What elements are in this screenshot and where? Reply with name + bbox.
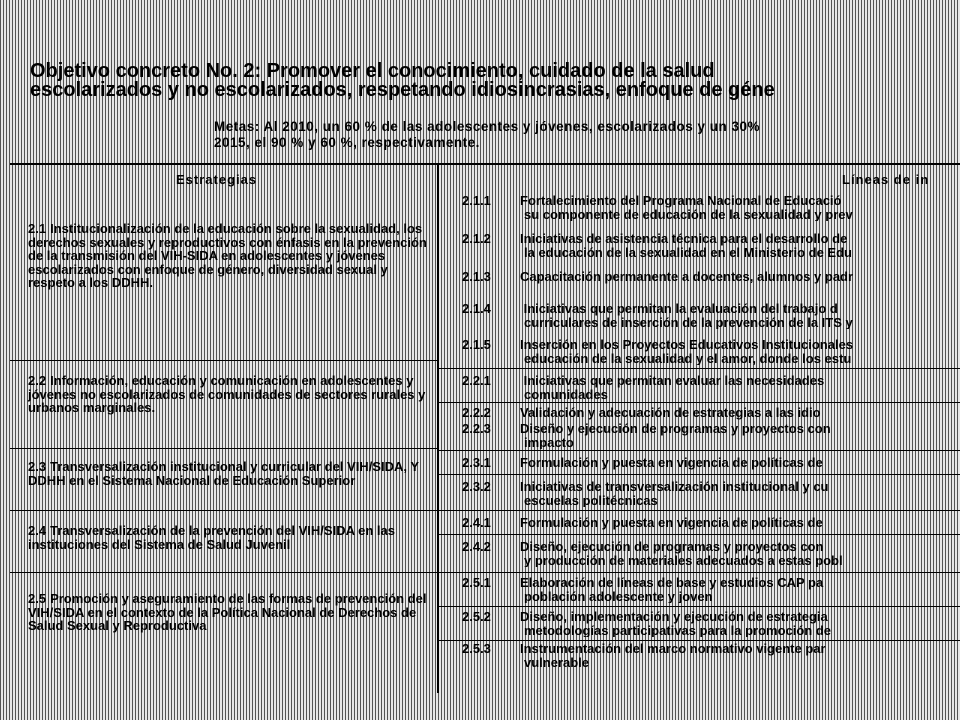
strategy-number: 2.2 xyxy=(28,373,47,388)
action-line-text: Elaboración de líneas de base y estudios CAP pa xyxy=(520,576,824,590)
row-divider xyxy=(10,510,437,511)
action-line-number: 2.3.2 xyxy=(462,480,491,494)
action-line-continuation: la educación de la sexualidad en el Ministerio de Edu xyxy=(524,244,852,259)
action-line xyxy=(462,374,960,401)
action-line xyxy=(462,610,960,637)
table-column-divider xyxy=(437,163,439,693)
metas-block xyxy=(214,119,960,151)
action-line xyxy=(462,194,960,221)
action-line-text: Diseño y ejecución de programas y proyectos con xyxy=(520,422,831,436)
action-line xyxy=(462,338,960,365)
strategy-text: Transversalización de la prevención del VIH/SIDA en las instituciones del Sistema de Salud Juvenil xyxy=(28,523,395,552)
row-divider xyxy=(10,448,437,449)
action-line xyxy=(462,422,960,449)
row-divider xyxy=(437,640,960,641)
action-line xyxy=(462,642,960,669)
action-line-text: Iniciativas de transversalización institucional y cu xyxy=(520,480,829,494)
row-divider xyxy=(437,510,960,511)
objective-heading xyxy=(30,62,960,100)
objective-text-line-1: Promover el conocimiento, cuidado de la salud xyxy=(261,60,715,82)
action-line-number: 2.1.5 xyxy=(462,338,491,352)
metas-label: Metas: xyxy=(214,119,260,134)
action-line-text: Diseño, implementación y ejecución de estrategia xyxy=(520,610,828,624)
action-line-text: Capacitación permanente a docentes, alumnos y padr xyxy=(520,270,854,284)
action-line xyxy=(462,576,960,603)
row-divider xyxy=(10,572,960,573)
strategy-item xyxy=(28,222,428,290)
strategy-number: 2.1 xyxy=(28,221,47,236)
objective-text-line-2: escolarizados y no escolarizados, respetando idiosincrasias, enfoque de géne xyxy=(30,79,775,101)
action-line-number: 2.1.3 xyxy=(462,270,491,284)
strategy-item xyxy=(28,524,428,551)
action-line-text: Formulación y puesta en vigencia de políticas de xyxy=(520,516,823,530)
action-line xyxy=(462,270,960,284)
header-lines: Líneas de in xyxy=(842,172,930,187)
action-line-text: Instrumentación del marco normativo vigente par xyxy=(520,642,826,656)
strategy-number: 2.5 xyxy=(28,591,47,606)
action-line-continuation: su componente de educación de la sexualidad y prev xyxy=(524,206,853,221)
action-line-number: 2.3.1 xyxy=(462,456,491,470)
action-line-text: Fortalecimiento del Programa Nacional de Educació xyxy=(520,194,842,208)
metas-text-line-2: 2015, el 90 % y 60 %, respectivamente. xyxy=(214,135,480,150)
action-line-number: 2.1.1 xyxy=(462,194,491,208)
action-line-number: 2.5.2 xyxy=(462,610,491,624)
objective-label: Objetivo concreto No. 2: xyxy=(30,60,262,82)
action-line-number: 2.2.2 xyxy=(462,406,491,420)
row-divider xyxy=(437,450,960,451)
action-line-continuation: metodologías participativas para la promoción de xyxy=(524,622,832,637)
strategy-item xyxy=(28,374,428,415)
action-line-continuation: escuelas politécnicas xyxy=(524,492,658,507)
action-line-number: 2.2.3 xyxy=(462,422,491,436)
action-line-continuation: educación de la sexualidad y el amor, donde los estu xyxy=(524,350,852,365)
action-line-continuation: impacto xyxy=(524,434,574,449)
strategy-number: 2.4 xyxy=(28,523,47,538)
action-line-number: 2.5.1 xyxy=(462,576,491,590)
action-line xyxy=(462,540,960,567)
action-line-continuation: y producción de materiales adecuados a estas pobl xyxy=(524,552,843,567)
action-line xyxy=(462,516,960,530)
row-divider xyxy=(437,606,960,607)
action-line-continuation: comunidades xyxy=(524,386,608,401)
strategy-text: Información, educación y comunicación en adolescentes y jóvenes no escolarizados de comunidades de sectores rurales y urbanos marginales. xyxy=(28,373,426,415)
action-line xyxy=(462,302,960,329)
strategy-item xyxy=(28,592,428,633)
row-divider xyxy=(437,534,960,535)
action-line xyxy=(462,456,960,470)
action-line-text: Formulación y puesta en vigencia de políticas de xyxy=(520,456,823,470)
row-divider xyxy=(437,474,960,475)
action-line-text: Iniciativas que permitan evaluar las necesidades xyxy=(520,374,825,388)
action-line-text: Validación y adecuación de estrategias a las idio xyxy=(520,406,821,420)
row-divider xyxy=(437,402,960,403)
action-line xyxy=(462,480,960,507)
action-line-continuation: curriculares de inserción de la prevención de la ITS y xyxy=(524,314,853,329)
action-line-text: Inserción en los Proyectos Educativos Institucionales xyxy=(520,338,854,352)
action-line-continuation: vulnerable xyxy=(524,654,590,669)
action-line-text: Diseño, ejecución de programas y proyectos con xyxy=(520,540,824,554)
action-line-number: 2.1.4 xyxy=(462,302,491,316)
action-line-text: Iniciativas de asistencia técnica para el desarrollo de xyxy=(520,232,848,246)
action-line-number: 2.5.3 xyxy=(462,642,491,656)
action-line xyxy=(462,232,960,259)
action-line-number: 2.2.1 xyxy=(462,374,491,388)
strategy-text: Transversalización institucional y curricular del VIH/SIDA, Y DDHH en el Sistema Nacional de Educación Superior xyxy=(28,459,419,488)
strategy-text: Institucionalización de la educación sobre la sexualidad, los derechos sexuales y reproductivos con énfasis en la prevención de la transmisión del VIH-SIDA en adolescentes y jóvenes escolarizados con enfoque de género, diversidad sexual y respeto a los DDHH. xyxy=(28,221,427,290)
action-line-continuation: población adolescente y joven xyxy=(524,588,713,603)
action-line-number: 2.1.2 xyxy=(462,232,491,246)
row-divider xyxy=(10,360,437,361)
row-divider xyxy=(437,368,960,369)
strategy-number: 2.3 xyxy=(28,459,47,474)
action-line-text: Iniciativas que permitan la evaluación del trabajo d xyxy=(520,302,838,316)
strategy-item xyxy=(28,460,428,487)
action-line-number: 2.4.2 xyxy=(462,540,491,554)
strategy-text: Promoción y aseguramiento de las formas de prevención del VIH/SIDA en el contexto de la Política Nacional de Derechos de Salud Sexual y Reproductiva xyxy=(28,591,427,633)
header-strategies: Estrategias xyxy=(176,172,258,187)
metas-text-line-1: Al 2010, un 60 % de las adolescentes y jóvenes, escolarizados y un 30% xyxy=(259,119,760,134)
action-line xyxy=(462,406,960,420)
action-line-number: 2.4.1 xyxy=(462,516,491,530)
